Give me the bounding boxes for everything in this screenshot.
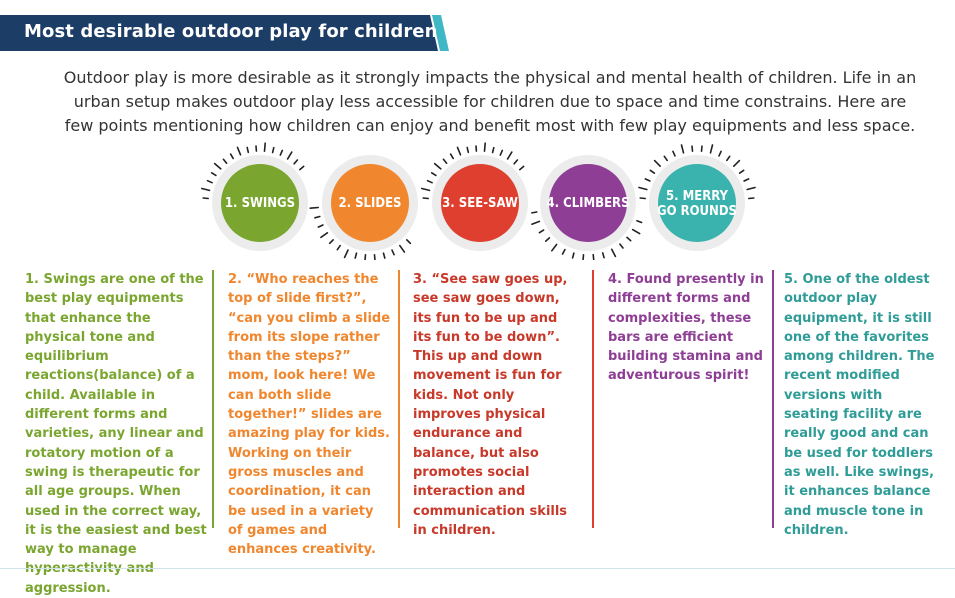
climbers-description-text: 4. Found presently in different forms and complexities, these bars are efficient building stamina and adventurous spirit! [608,270,764,386]
seesaw-description [413,270,577,540]
swings-description [25,270,207,598]
slides-divider [398,270,400,528]
merry-go-rounds-description [784,270,940,540]
bottom-rule [0,568,955,569]
merry-go-rounds-label [652,189,742,219]
slides-label: 2. SLIDES [325,196,415,211]
climbers-description [608,270,764,386]
seesaw-divider [592,270,594,528]
page-title: Most desirable outdoor play for children [24,21,438,42]
intro-paragraph: Outdoor play is more desirable as it strongly impacts the physical and mental health of children. Life in an urban setup makes outdoor play less accessible for children due to space and time constrains. Here are few points mentioning how children can enjoy and benefit most with few play equipments and less space. [60,66,920,138]
seesaw-label: 3. SEE-SAW [435,196,525,211]
swings-divider [212,270,214,528]
swings-label: 1. SWINGS [215,196,305,211]
climbers-divider [772,270,774,528]
swings-description-text: 1. Swings are one of the best play equipments that enhance the physical tone and equilibrium reactions(balance) of a child. Available in different forms and varieties, any linear and rotatory motion of a swing is therapeutic for all age groups. When used in the correct way, it is the easiest and best way to manage aggression. [25,270,207,598]
merry-go-rounds-label-line2: GO ROUNDS [652,204,742,219]
slides-description [228,270,392,559]
slides-description-text: 2. “Who reaches the top of slide first?”, “can you climb a slide from its slope rather than the steps?” mom, look here! We can both slide together!” slides are amazing play for kids. Working on their gross muscles and coordination, it can be used in a variety of games and enhances creativity. [228,270,392,559]
merry-go-rounds-label-line1: 5. MERRY [652,189,742,204]
seesaw-description-text: 3. “See saw goes up, see saw goes down, its fun to be up and its fun to be down”. This up and down movement is fun for kids. Not only improves physical endurance and balance, but also promotes social interaction and communication skills in children. [413,270,577,540]
title-banner [0,15,450,51]
merry-go-rounds-description-text: 5. One of the oldest outdoor play equipment, it is still one of the favorites among children. The recent modified versions with seating facility are really good and can be used for toddlers as well. Like swings, it enhances balance and muscle tone in children. [784,270,940,540]
category-circles [195,140,775,260]
climbers-label: 4. CLIMBERS [543,196,633,211]
